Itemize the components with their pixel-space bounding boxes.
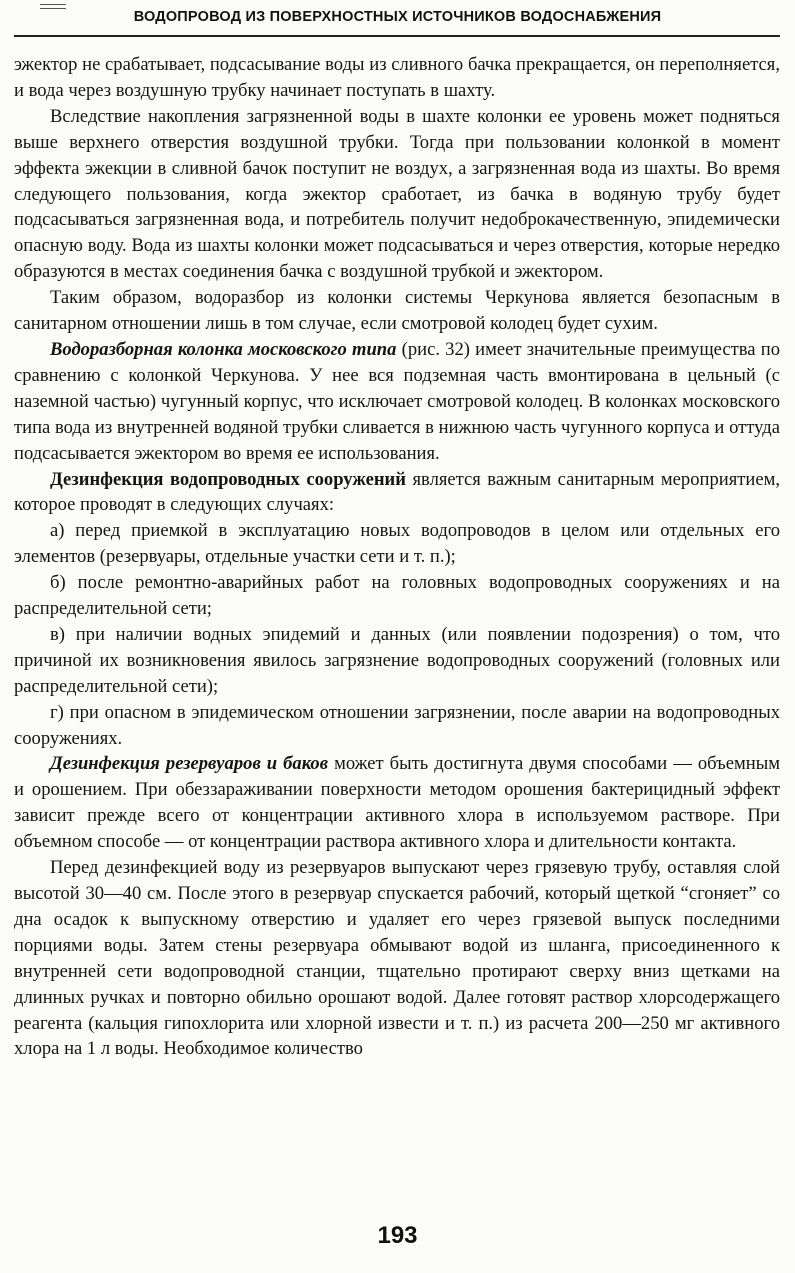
list-item bbox=[14, 700, 780, 752]
list-item-text: в) при наличии водных эпидемий и данных (или появлении подозрения) о том, что причиной их возникновения явилось загрязнение водопроводных сооружений (головных или распределительной сети); bbox=[14, 623, 780, 697]
paragraph-lead: Дезинфекция водопроводных сооружений bbox=[50, 468, 406, 490]
paragraph bbox=[14, 52, 780, 104]
paragraph-text: Вследствие накопления загрязненной воды в шахте колонки ее уровень может подняться выше верхнего отверстия воздушной трубки. Тогда при пользовании колонкой в момент эффекта эжекции в сливной бачок поступит не воздух, а загрязненная вода из шахты. Во время следующего пользования, когда эжектор сработает, из бачка в водяную трубу будет подсасываться загрязненная вода, и потребитель получит недоброкачественную, эпидемически опасную воду. Вода из шахты колонки может подсасываться и через отверстия, которые нередко образуются в местах соединения бачка с воздушной трубкой и эжектором. bbox=[14, 105, 780, 283]
list-item bbox=[14, 518, 780, 570]
paragraph-text: может быть достигнута двумя способами — объемным и орошением. При обеззараживании поверхности методом орошения бактерицидный эффект зависит прежде всего от концентрации активного хлора в используемом растворе. При объемном способе — от концентрации раствора активного хлора и длительности контакта. bbox=[14, 753, 781, 853]
paragraph-text: (рис. 32) имеет значительные преимущества по сравнению с колонкой Черкунова. У нее вся подземная часть вмонтирована в цельный (с наземной частью) чугунный корпус, что исключает смотровой колодец. В колонках московского типа вода из внутренней водяной трубки сливается в нижнюю часть чугунного корпуса и оттуда подсасывается эжектором во время ее использования. bbox=[14, 338, 780, 464]
list-item bbox=[14, 622, 780, 700]
paragraph bbox=[14, 337, 780, 467]
running-title: ВОДОПРОВОД ИЗ ПОВЕРХНОСТНЫХ ИСТОЧНИКОВ ВОДОСНАБЖЕНИЯ bbox=[133, 9, 662, 25]
paragraph bbox=[14, 104, 780, 285]
header-rule bbox=[14, 35, 780, 37]
paragraph-text: Перед дезинфекцией воду из резервуаров выпускают через грязевую трубу, оставляя слой высотой 30—40 см. После этого в резервуар спускается рабочий, который щеткой “сгоняет” со дна осадок к выпускному отверстию и удаляет его через грязевой выпуск последними порциями воды. Затем стены резервуара обмывают водой из шланга, присоединенного к внутренней сети водопроводной станции, тщательно протирают сверху вниз щетками на длинных ручках и повторно обильно орошают водой. Далее готовят раствор хлорсодержащего реагента (кальция гипохлорита или хлорной извести и т. п.) из расчета 200—250 мг активного хлора на 1 л воды. Необходимое количество bbox=[14, 857, 780, 1060]
paragraph bbox=[14, 285, 780, 337]
paragraph-lead: Дезинфекция резервуаров и баков bbox=[50, 753, 329, 775]
paragraph bbox=[14, 855, 780, 1062]
list-item-text: а) перед приемкой в эксплуатацию новых водопроводов в целом или отдельных его элементов (резервуары, отдельные участки сети и т. п.); bbox=[14, 520, 780, 568]
paragraph bbox=[14, 751, 780, 855]
body-text bbox=[14, 52, 780, 1062]
paragraph-text: является важным санитарным мероприятием, которое проводят в следующих случаях: bbox=[14, 468, 780, 516]
list-item bbox=[14, 570, 780, 622]
paragraph-text: Таким образом, водоразбор из колонки системы Черкунова является безопасным в санитарном отношении лишь в том случае, если смотровой колодец будет сухим. bbox=[14, 287, 780, 335]
list-item-text: г) при опасном в эпидемическом отношении загрязнении, после аварии на водопроводных сооружениях. bbox=[14, 701, 780, 749]
list-item-text: б) после ремонтно-аварийных работ на головных водопроводных сооружениях и на распределительной сети; bbox=[14, 572, 780, 620]
paragraph-text: эжектор не срабатывает, подсасывание воды из сливного бачка прекращается, он переполняется, и вода через воздушную трубку начинает поступать в шахту. bbox=[14, 54, 780, 101]
paragraph bbox=[14, 467, 780, 519]
paragraph-lead: Водоразборная колонка московского типа bbox=[50, 338, 397, 360]
page-number: 193 bbox=[377, 1222, 418, 1249]
